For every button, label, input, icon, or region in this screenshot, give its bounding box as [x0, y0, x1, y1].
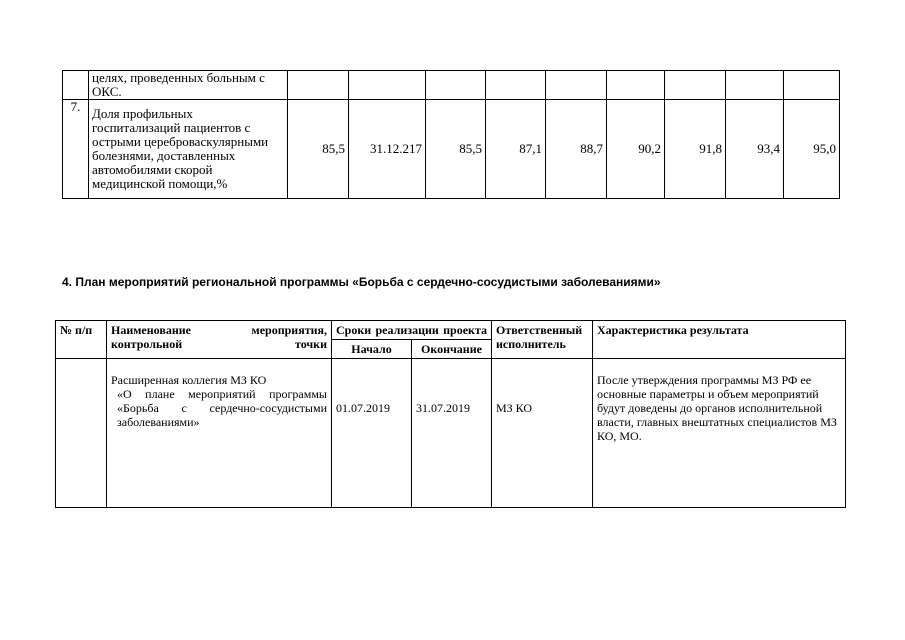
end-date-cell: 31.07.2019	[412, 359, 492, 508]
value-cell: 87,1	[486, 100, 546, 199]
table-row	[63, 71, 840, 100]
value-cell: 95,0	[784, 100, 840, 199]
indicator-name-cell: целях, проведенных больным с ОКС.	[89, 71, 288, 100]
table-header-row	[56, 321, 846, 340]
event-name-cell	[107, 359, 332, 508]
value-cell: 90,2	[607, 100, 665, 199]
row-number-cell: 7.	[63, 100, 89, 199]
value-cell: 88,7	[546, 100, 607, 199]
value-cell: 91,8	[665, 100, 726, 199]
header-num: № п/п	[56, 321, 107, 359]
section-heading: 4. План мероприятий региональной программы «Борьба с сердечно-сосудистыми заболеваниями»	[62, 275, 661, 289]
header-responsible: Ответственный исполнитель	[492, 321, 593, 359]
result-cell: После утверждения программы МЗ РФ ее основные параметры и объем мероприятий будут доведены до органов исполнительной власти, главных внештатных специалистов МЗ КО, МО.	[593, 359, 846, 508]
header-result: Характеристика результата	[593, 321, 846, 359]
value-cell: 93,4	[726, 100, 784, 199]
table-row	[63, 100, 840, 199]
value-cell: 85,5	[426, 100, 486, 199]
indicator-name-cell: Доля профильных госпитализаций пациентов с острыми цереброваскулярными болезнями, доставленных автомобилями скорой медицинской помощи,%	[89, 100, 288, 199]
responsible-cell: МЗ КО	[492, 359, 593, 508]
header-end: Окончание	[412, 340, 492, 359]
header-start: Начало	[332, 340, 412, 359]
row-number-cell	[56, 359, 107, 508]
event-description: «О плане мероприятий программы «Борьба с сердечно-сосудистыми заболеваниями»	[117, 387, 327, 429]
row-number-cell	[63, 71, 89, 100]
table-row	[56, 359, 846, 508]
base-date-cell: 31.12.217	[349, 100, 426, 199]
base-value-cell: 85,5	[288, 100, 349, 199]
indicators-table	[62, 70, 840, 199]
action-plan-table	[55, 320, 846, 508]
event-title: Расширенная коллегия МЗ КО	[111, 373, 267, 387]
header-period: Сроки реализации проекта	[332, 321, 492, 340]
header-name: Наименование мероприятия, контрольной точки	[107, 321, 332, 359]
start-date-cell: 01.07.2019	[332, 359, 412, 508]
